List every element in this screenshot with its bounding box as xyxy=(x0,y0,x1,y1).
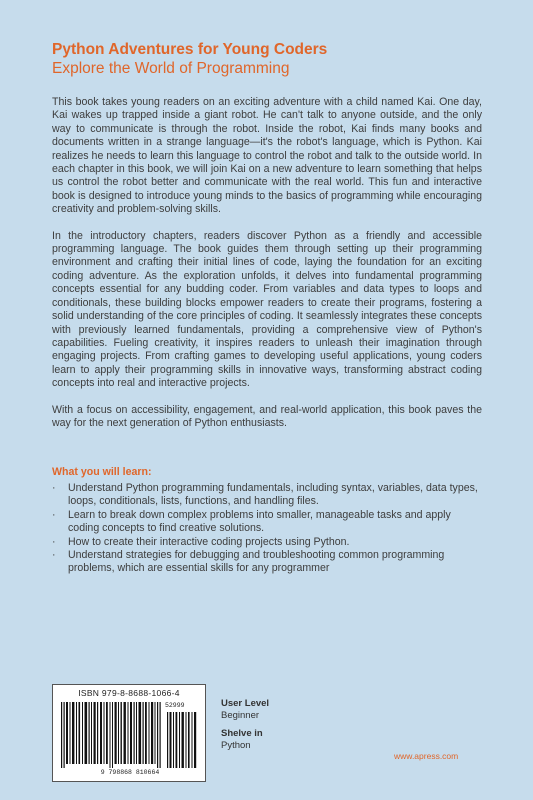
user-level-label: User Level xyxy=(221,698,270,709)
learn-item xyxy=(52,549,482,576)
learn-item-text: Learn to break down complex problems into smaller, manageable tasks and apply coding concepts to find creative solutions. xyxy=(68,508,451,535)
barcode-box xyxy=(52,684,206,782)
learn-item-text: Understand Python programming fundamentals, including syntax, variables, data types, loops, conditionals, lists, functions, and handling files. xyxy=(68,482,478,508)
description xyxy=(52,96,482,443)
learn-item xyxy=(52,509,482,536)
learn-item xyxy=(52,482,482,509)
description-paragraph-2: In the introductory chapters, readers discover Python as a friendly and accessible programming language. The book guides them through setting up their programming environment and crafting their initial lines of code, laying the foundation for an exciting coding adventure. As the exploration unfolds, it delves into fundamental programming concepts essential for any budding coder. From variables and data types to loops and conditionals, these building blocks empower readers to create their programs, fostering a solid understanding of the core principles of coding. It seamlessly integrates these concepts with previously learned fundamentals, providing a comprehensive view of Python's capabilities. Fueling creativity, it inspires readers to unleash their imagination through engaging projects. From crafting games to developing useful applications, young coders learn to apply their programming skills in innovative ways, transforming abstract coding concepts into real and interactive projects. xyxy=(52,229,482,390)
bullet-icon: · xyxy=(52,482,56,494)
bullet-icon: · xyxy=(52,549,56,562)
barcode-digits: 9 798868 810664 xyxy=(100,769,160,776)
learn-heading: What you will learn: xyxy=(52,466,152,478)
bullet-icon: · xyxy=(52,535,56,548)
shelving-info xyxy=(221,698,269,752)
publisher-url: www.apress.com xyxy=(394,751,459,761)
learn-item-text: How to create their interactive coding projects using Python. xyxy=(68,535,350,548)
shelve-in-value: Python xyxy=(221,740,251,751)
title-block xyxy=(52,40,327,78)
bullet-icon: · xyxy=(52,508,56,521)
book-title: Python Adventures for Young Coders xyxy=(52,41,328,58)
user-level-value: Beginner xyxy=(221,710,260,721)
description-paragraph-3: With a focus on accessibility, engagement, and real-world application, this book paves the way for the next generation of Python enthusiasts. xyxy=(52,403,482,429)
description-paragraph-1: This book takes young readers on an exciting adventure with a child named Kai. One day, Kai wakes up trapped inside a giant robot. He can't talk to anyone outside, and the only way to communicate is through the robot. Inside the robot, Kai finds many books and documents written in a strange language—it's the robot's language, which is Python. Kai realizes he needs to learn this language to control the robot and talk to the outside world. In each chapter in this book, we will join Kai on a new adventure to learn something that helps us control the robot better and communicate with the real world. This fun and interactive book is designed to introduce young minds to the basics of programming while encouraging creativity and problem-solving skills. xyxy=(52,96,482,216)
book-subtitle: Explore the World of Programming xyxy=(52,60,290,77)
barcode-addon-digits: 52999 xyxy=(165,702,185,709)
barcode-icon xyxy=(59,702,199,768)
shelve-in-label: Shelve in xyxy=(221,728,263,739)
learn-list xyxy=(52,482,482,576)
learn-item xyxy=(52,536,482,549)
learn-item-text: Understand strategies for debugging and troubleshooting common programming problems, which are essential skills for any programmer xyxy=(68,549,445,575)
isbn-label: ISBN 979-8-8688-1066-4 xyxy=(78,688,180,698)
